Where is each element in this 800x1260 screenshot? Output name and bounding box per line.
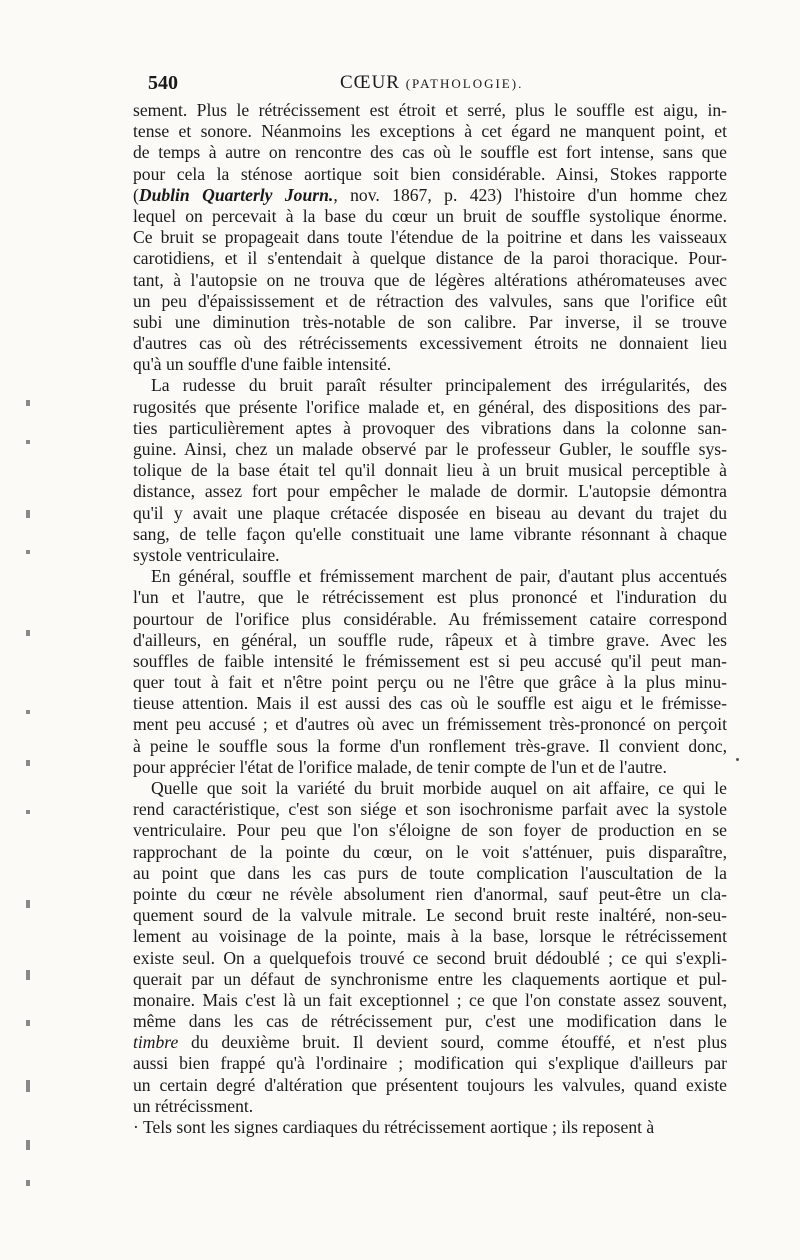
text-line: distance, assez fort pour empêcher le malade de dormir. L'autopsie démontra: [133, 481, 727, 502]
text-line: La rudesse du bruit paraît résulter principalement des irrégularités, des: [151, 375, 727, 396]
text-line: tant, à l'autopsie on ne trouva que de légères altérations athéromateuses avec: [133, 269, 727, 290]
running-title-subtitle: (PATHOLOGIE).: [405, 76, 524, 91]
text-line: même dans les cas de rétrécissement pur, c'est une modification dans le: [133, 1011, 727, 1032]
text-line: au point que dans les cas purs de toute complication l'auscultation de la: [133, 862, 727, 883]
text-line: tense et sonore. Néanmoins les exceptions à cet égard ne manquent point, et: [133, 121, 727, 142]
text-line: guine. Ainsi, chez un malade observé par le professeur Gubler, le souffle sys-: [133, 439, 727, 459]
paragraph: [133, 100, 727, 375]
text-line: pourtour de l'orifice plus considérable. Au frémissement cataire correspond: [133, 608, 727, 629]
text-line: systole ventriculaire.: [133, 544, 280, 565]
text-line: un certain degré d'altération que présentent toujours les valvules, quand existe: [133, 1074, 727, 1095]
paragraph: [133, 375, 727, 566]
text-line: pointe du cœur ne révèle absolument rien d'anormal, sauf peut-être un cla-: [133, 883, 727, 904]
running-title-main: CŒUR: [340, 72, 400, 93]
emphasis-timbre: timbre: [133, 1032, 179, 1053]
text-line: rapprochant de la pointe du cœur, on le voit s'atténuer, puis disparaître,: [133, 841, 727, 862]
margin-marks: [22, 380, 40, 1260]
ink-speck: [736, 758, 739, 761]
text-line: d'ailleurs, en général, un souffle rude, râpeux et à timbre grave. Avec les: [133, 629, 727, 650]
paragraph: [133, 778, 727, 1117]
text-line: existe seul. On a quelquefois trouvé ce second bruit dédoublé ; ce qui s'expli-: [133, 947, 727, 968]
text-line: timbre du deuxième bruit. Il devient sourd, comme étouffé, et n'est plus: [133, 1032, 727, 1053]
text-line: rugosités que présente l'orifice malade et, en général, des dispositions des par-: [133, 396, 727, 417]
text-line: l'un et l'autre, que le rétrécissement est plus prononcé et l'induration du: [133, 587, 727, 608]
text-line: d'autres cas où des rétrécissements excessivement étroits ne donnaient lieu: [133, 333, 727, 354]
text-line: aussi bien frappé qu'à l'ordinaire ; modification qui s'explique d'ailleurs par: [133, 1053, 727, 1074]
text-line: monaire. Mais c'est là un fait exceptionnel ; ce que l'on constate assez souvent,: [133, 989, 727, 1010]
text-line: de temps à autre on rencontre des cas où le souffle est fort intense, sans que: [133, 142, 727, 163]
text-line: à peine le souffle sous la forme d'un ronflement très-grave. Il convient donc,: [133, 735, 727, 756]
page-header: [148, 72, 728, 98]
paragraph: [133, 566, 727, 778]
text-line: rend caractéristique, c'est son siége et son isochronisme parfait avec la systole: [133, 799, 727, 820]
text-line: qu'il y avait une plaque crétacée disposée en biseau au devant du trajet du: [133, 502, 727, 523]
text-line: lement au voisinage de la pointe, mais à la base, lorsque le rétrécissement: [133, 926, 727, 947]
text-line: querait par un défaut de synchronisme entre les claquements aortique et pul-: [133, 968, 727, 989]
text-line: quer tout à fait et n'être point perçu ou ne l'être que grâce à la plus minu-: [133, 672, 727, 693]
text-line: carotidiens, et il s'entendait à quelque distance de la paroi thoracique. Pour-: [133, 248, 727, 269]
text-line: · Tels sont les signes cardiaques du rétrécissement aortique ; ils reposent à: [133, 1117, 655, 1137]
text-line: pour cela la sténose aortique soit bien considérable. Ainsi, Stokes rapporte: [133, 163, 727, 184]
text-line: souffles de faible intensité le frémissement est si peu accusé qu'il peut man-: [133, 650, 727, 671]
text-line: (Dublin Quarterly Journ., nov. 1867, p. 423) l'histoire d'un homme chez: [133, 184, 728, 205]
text-line: qu'à un souffle d'une faible intensité.: [133, 354, 392, 375]
text-line: tieuse attention. Mais il est aussi des cas où le souffle est aigu et le frémisse-: [133, 693, 727, 714]
text-line: un peu d'épaississement et de rétraction des valvules, sans que l'orifice eût: [133, 290, 727, 311]
text-line: Ce bruit se propageait dans toute l'étendue de la poitrine et dans les vaisseaux: [133, 227, 727, 248]
text-line: sang, de telle façon qu'elle constituait une lame vibrante résonnant à chaque: [133, 523, 727, 544]
text-line: tolique de la base était tel qu'il donnait lieu à un bruit musical perceptible à: [133, 460, 727, 481]
text-line: ventriculaire. Pour peu que l'on s'éloigne de son foyer de production en se: [133, 820, 727, 841]
text-line: un rétrécissment.: [133, 1095, 254, 1116]
paragraph: [133, 1117, 727, 1138]
text-line: pour apprécier l'état de l'orifice malade, de tenir compte de l'un et de l'autre.: [133, 756, 667, 777]
text-line: subi une diminution très-notable de son calibre. Par inverse, il se trouve: [133, 311, 727, 332]
body-text: [133, 100, 727, 1138]
text-line: ment peu accusé ; et d'autres où avec un frémissement très-prononcé on perçoit: [133, 714, 727, 735]
text-line: quement sourd de la valvule mitrale. Le second bruit reste inaltéré, non-seu-: [133, 905, 727, 926]
text-line: Quelle que soit la variété du bruit morbide auquel on ait affaire, ce qui le: [151, 778, 727, 798]
running-title: [340, 72, 523, 94]
text-line: lequel on percevait à la base du cœur un bruit de souffle systolique énorme.: [133, 205, 727, 226]
page-number: 540: [148, 72, 178, 94]
text-line: En général, souffle et frémissement marchent de pair, d'autant plus accentués: [151, 566, 727, 587]
text-line: ties particulièrement aptes à provoquer des vibrations dans la colonne san-: [133, 417, 727, 438]
text-line: sement. Plus le rétrécissement est étroit et serré, plus le souffle est aigu, in-: [133, 100, 727, 120]
citation-title: Dublin Quarterly Journ.: [138, 184, 334, 205]
